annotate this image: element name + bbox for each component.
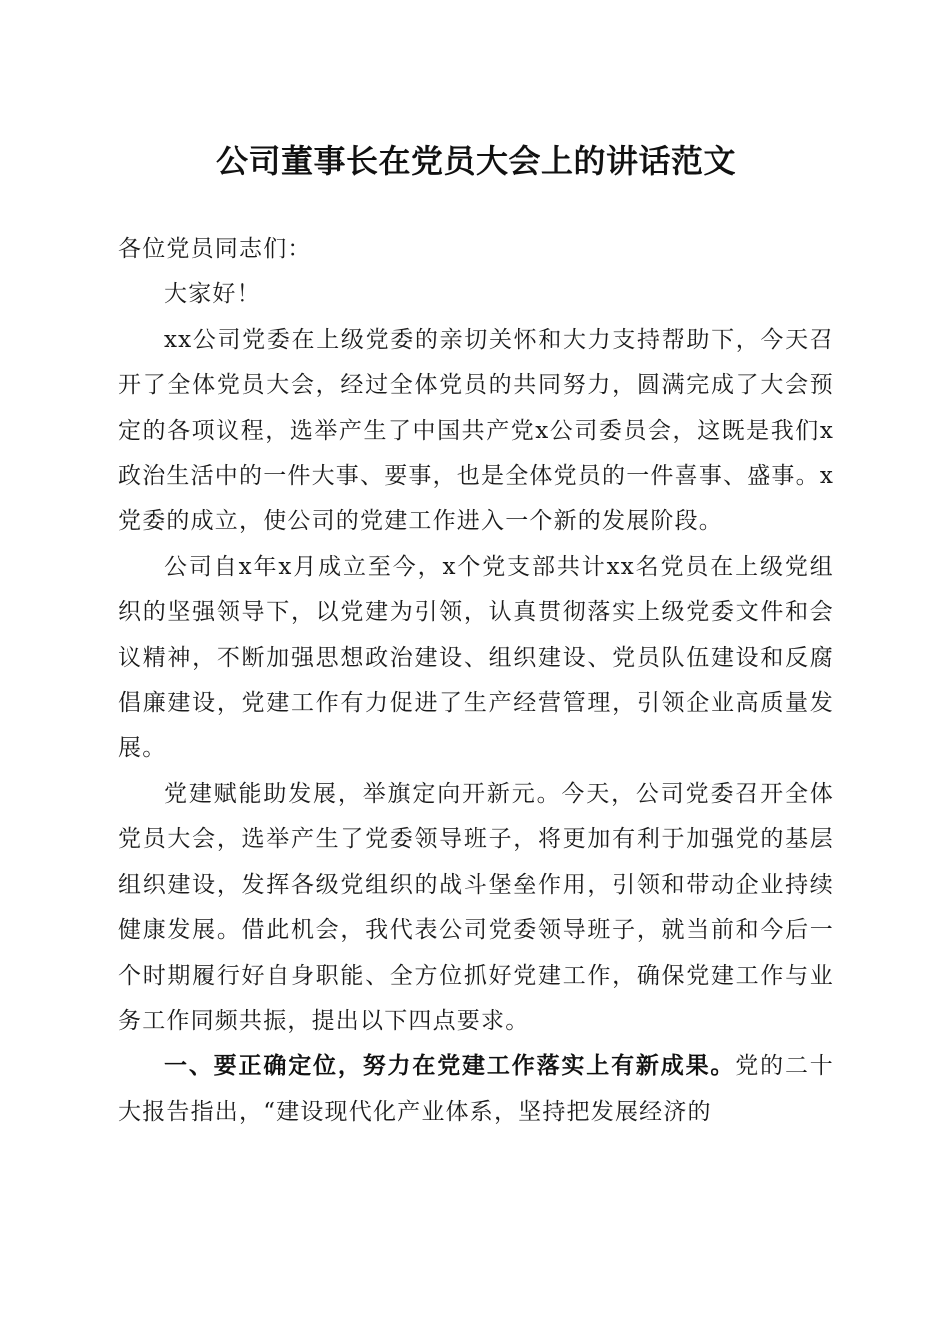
body-paragraph: 公司自x年x月成立至今，x个党支部共计xx名党员在上级党组织的坚强领导下，以党建为引领，认真贯彻落实上级党委文件和会议精神，不断加强思想政治建设、组织建设、党员队伍建设和反腐倡廉建设，党建工作有力促进了生产经营管理，引领企业高质量发展。 — [118, 553, 834, 762]
salutation: 各位党员同志们： — [118, 236, 312, 262]
section-one-paragraph — [118, 1044, 834, 1135]
body-paragraph: xx公司党委在上级党委的亲切关怀和大力支持帮助下，今天召开了全体党员大会，经过全体党员的共同努力，圆满完成了大会预定的各项议程，选举产生了中国共产党x公司委员会，这既是我们x政治生活中的一件大事、要事，也是全体党员的一件喜事、盛事。x党委的成立，使公司的党建工作进入一个新的发展阶段。 — [118, 326, 834, 535]
section-one-heading: 一、要正确定位，努力在党建工作落实上有新成果。 — [164, 1053, 736, 1080]
body-paragraph: 党建赋能助发展，举旗定向开新元。今天，公司党委召开全体党员大会，选举产生了党委领导班子，将更加有利于加强党的基层组织建设，发挥各级党组织的战斗堡垒作用，引领和带动企业持续健康发展。借此机会，我代表公司党委领导班子，就当前和今后一个时期履行好自身职能、全方位抓好党建工作，确保党建工作与业务工作同频共振，提出以下四点要求。 — [118, 780, 834, 1034]
section-one-text: 党的二十大报告指出，“建设现代化产业体系，坚持把发展经济的 — [118, 1053, 834, 1125]
document-title: 公司董事长在党员大会上的讲话范文 — [215, 142, 736, 180]
document-page — [118, 135, 834, 1135]
greeting: 大家好！ — [164, 281, 261, 308]
